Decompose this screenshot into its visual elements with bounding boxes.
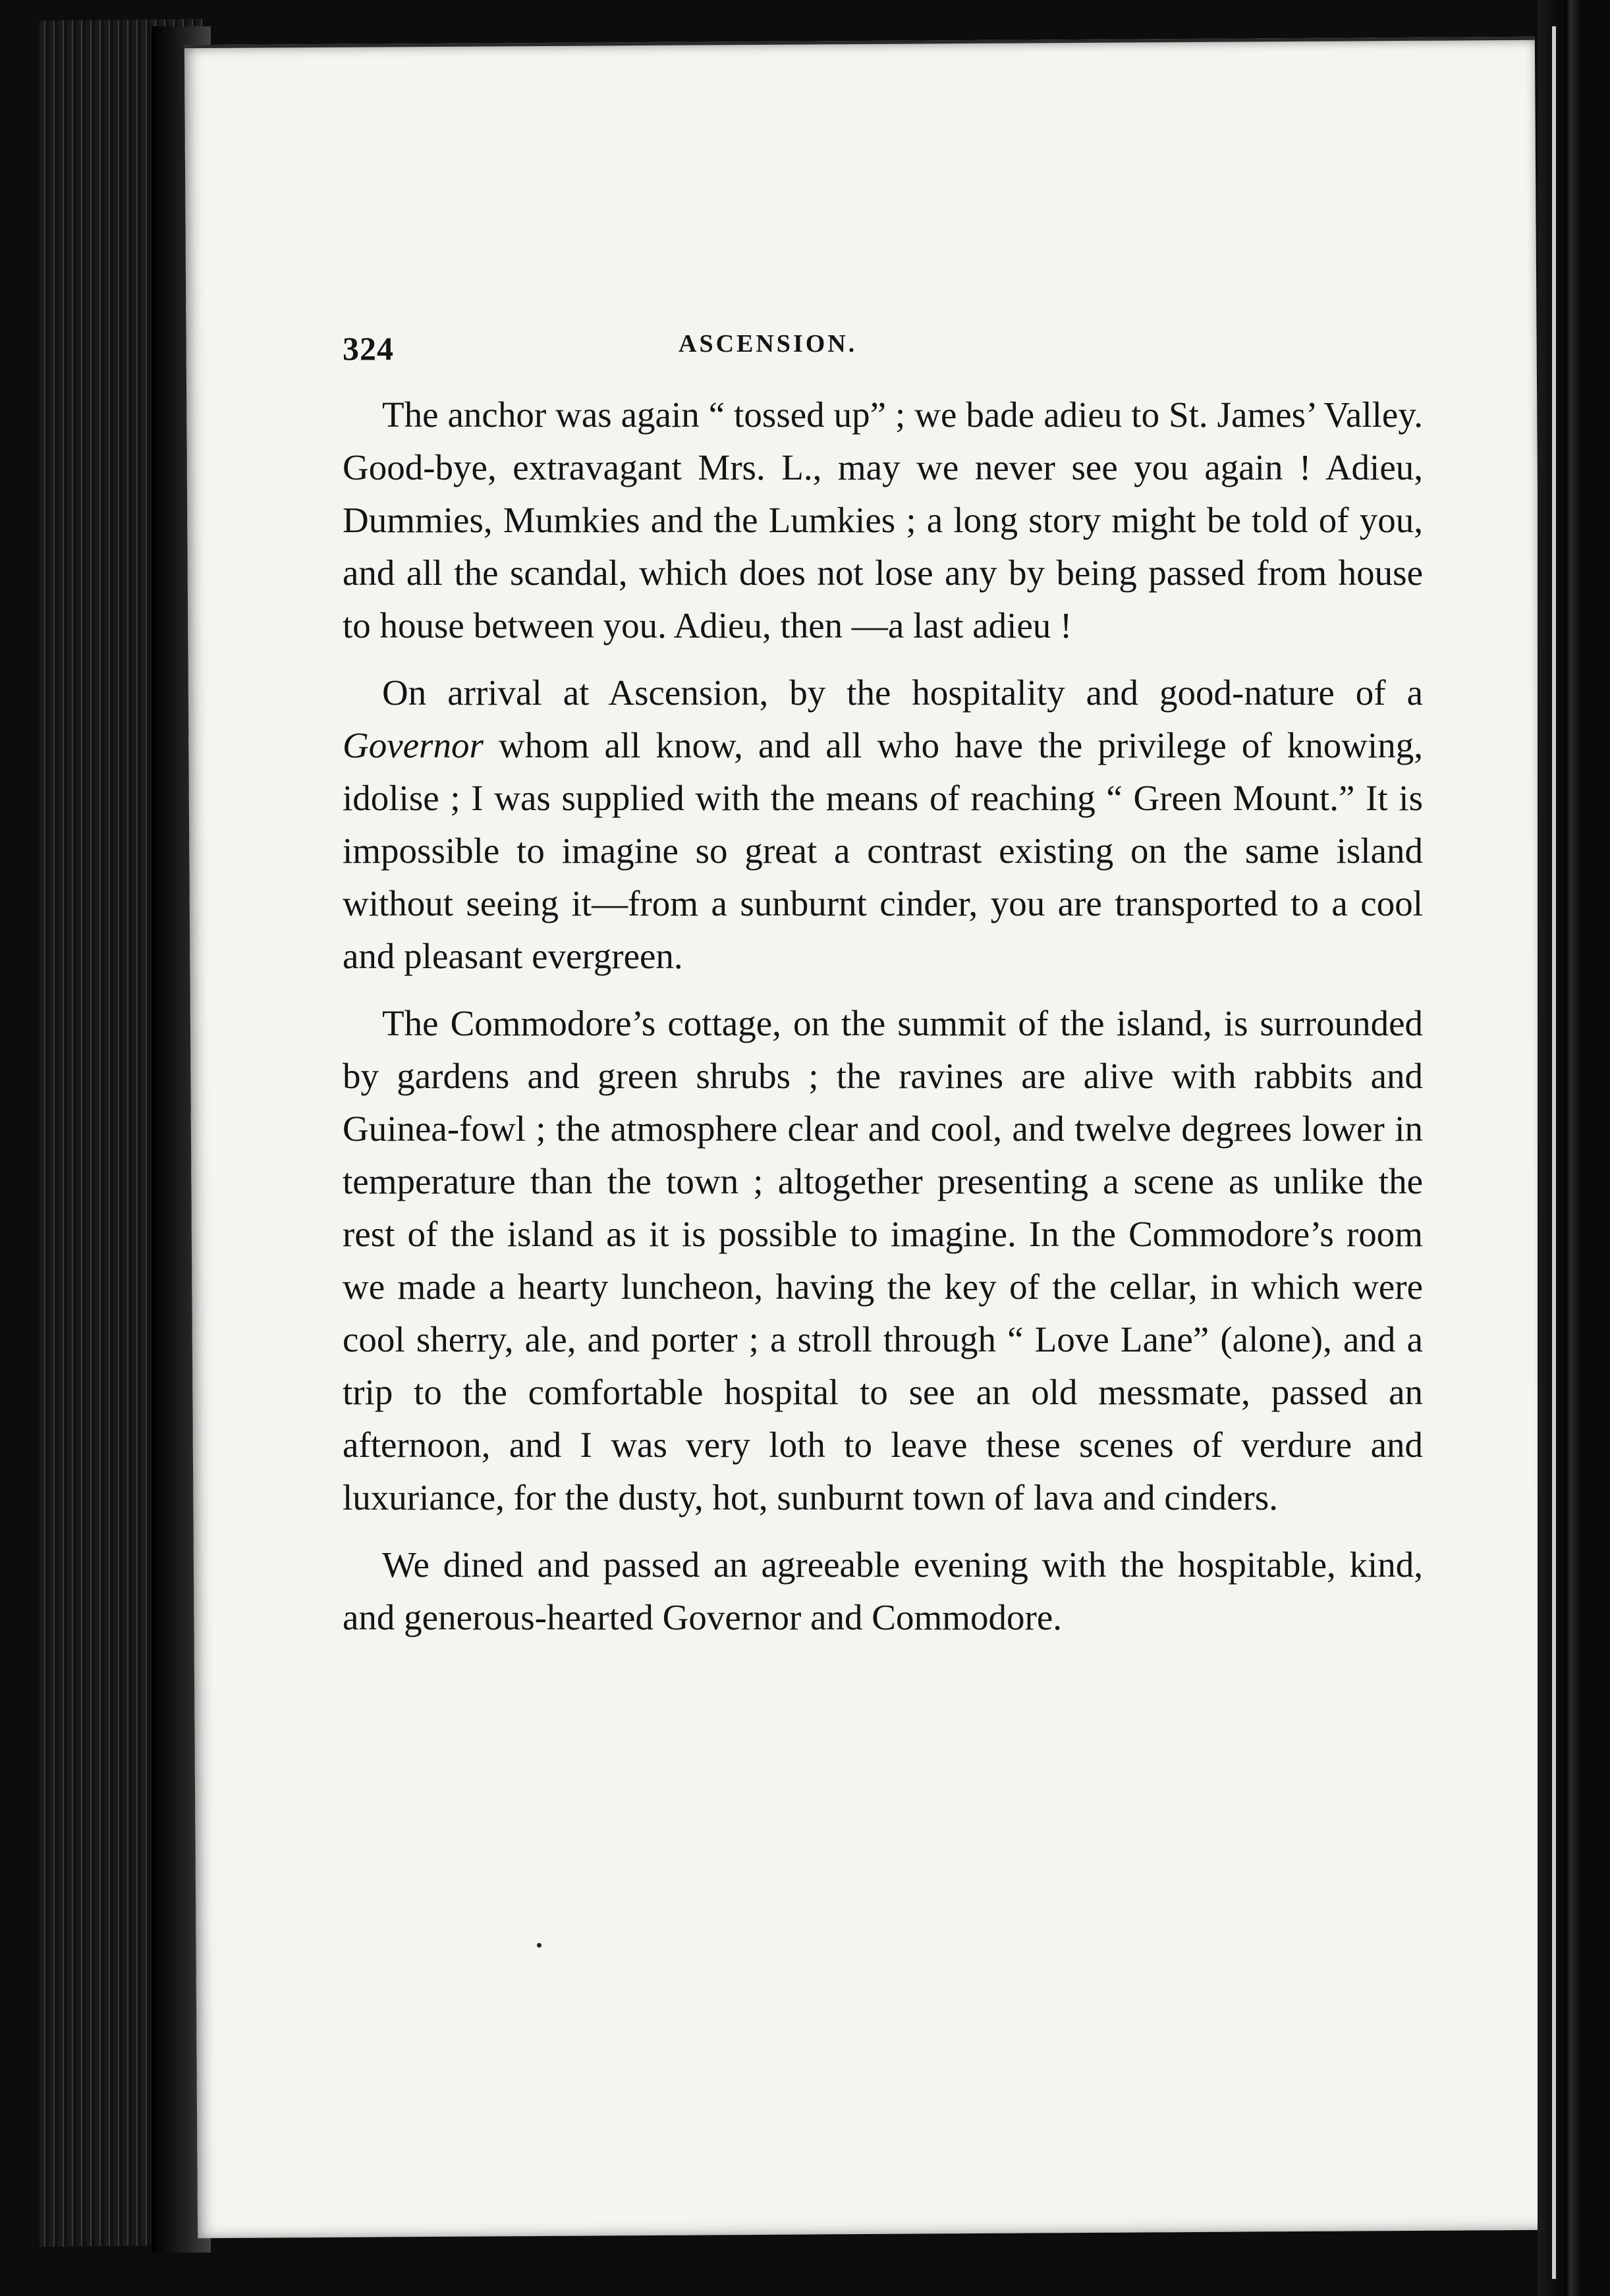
running-head-title: ASCENSION.	[679, 330, 858, 358]
paragraph-commodore-cottage: The Commodore’s cottage, on the summit of the island, is surrounded by gardens and green shrubs ; the ravines are alive with rabbits and Guinea-fowl ; the atmosphere clear and cool, and twelve degrees lower in temperature than the town ; altogether presenting a scene as unlike the rest of the island as it is possible to imagine. In the Commodore’s room we made a hearty luncheon, having the key of the cellar, in which were cool sherry, ale, and porter ; a stroll through “ Love Lane” (alone), and a trip to the comfortable hospital to see an old messmate, passed an afternoon, and I was very loth to leave these scenes of verdure and luxuriance, for the dusty, hot, sunburnt town of lava and cinders.	[343, 1003, 1423, 1517]
italic-governor: Governor	[343, 725, 484, 765]
paragraph-departure: The anchor was again “ tossed up” ; we bade adieu to St. James’ Valley. Good-bye, extravagant Mrs. L., may we never see you again ! Adieu, Dummies, Mumkies and the Lumkies ; a long story might be told of you, and all the scandal, which does not lose any by being passed from house to house between you. Adieu, then —a last adieu !	[343, 395, 1423, 645]
scan-right-edge	[1538, 0, 1610, 2296]
page-number: 324	[343, 330, 394, 367]
paragraph-arrival	[343, 667, 1423, 983]
page-text-block	[343, 329, 1423, 1658]
running-head	[343, 329, 1423, 389]
paragraph-dinner: We dined and passed an agreeable evening with the hospitable, kind, and generous-hearted Governor and Commodore.	[343, 1544, 1423, 1637]
paragraph-arrival-start: On arrival at Ascension, by the hospitality and good-nature of a	[382, 672, 1423, 713]
paragraph-arrival-rest: whom all know, and all who have the privilege of knowing, idolise ; I was supplied with the means of reaching “ Green Mount.” It is impossible to imagine so great a contrast existing on the same island without seeing it—from a sunburnt cinder, you are transported to a cool and pleasant evergreen.	[343, 725, 1423, 976]
ink-speck	[537, 1943, 541, 1948]
